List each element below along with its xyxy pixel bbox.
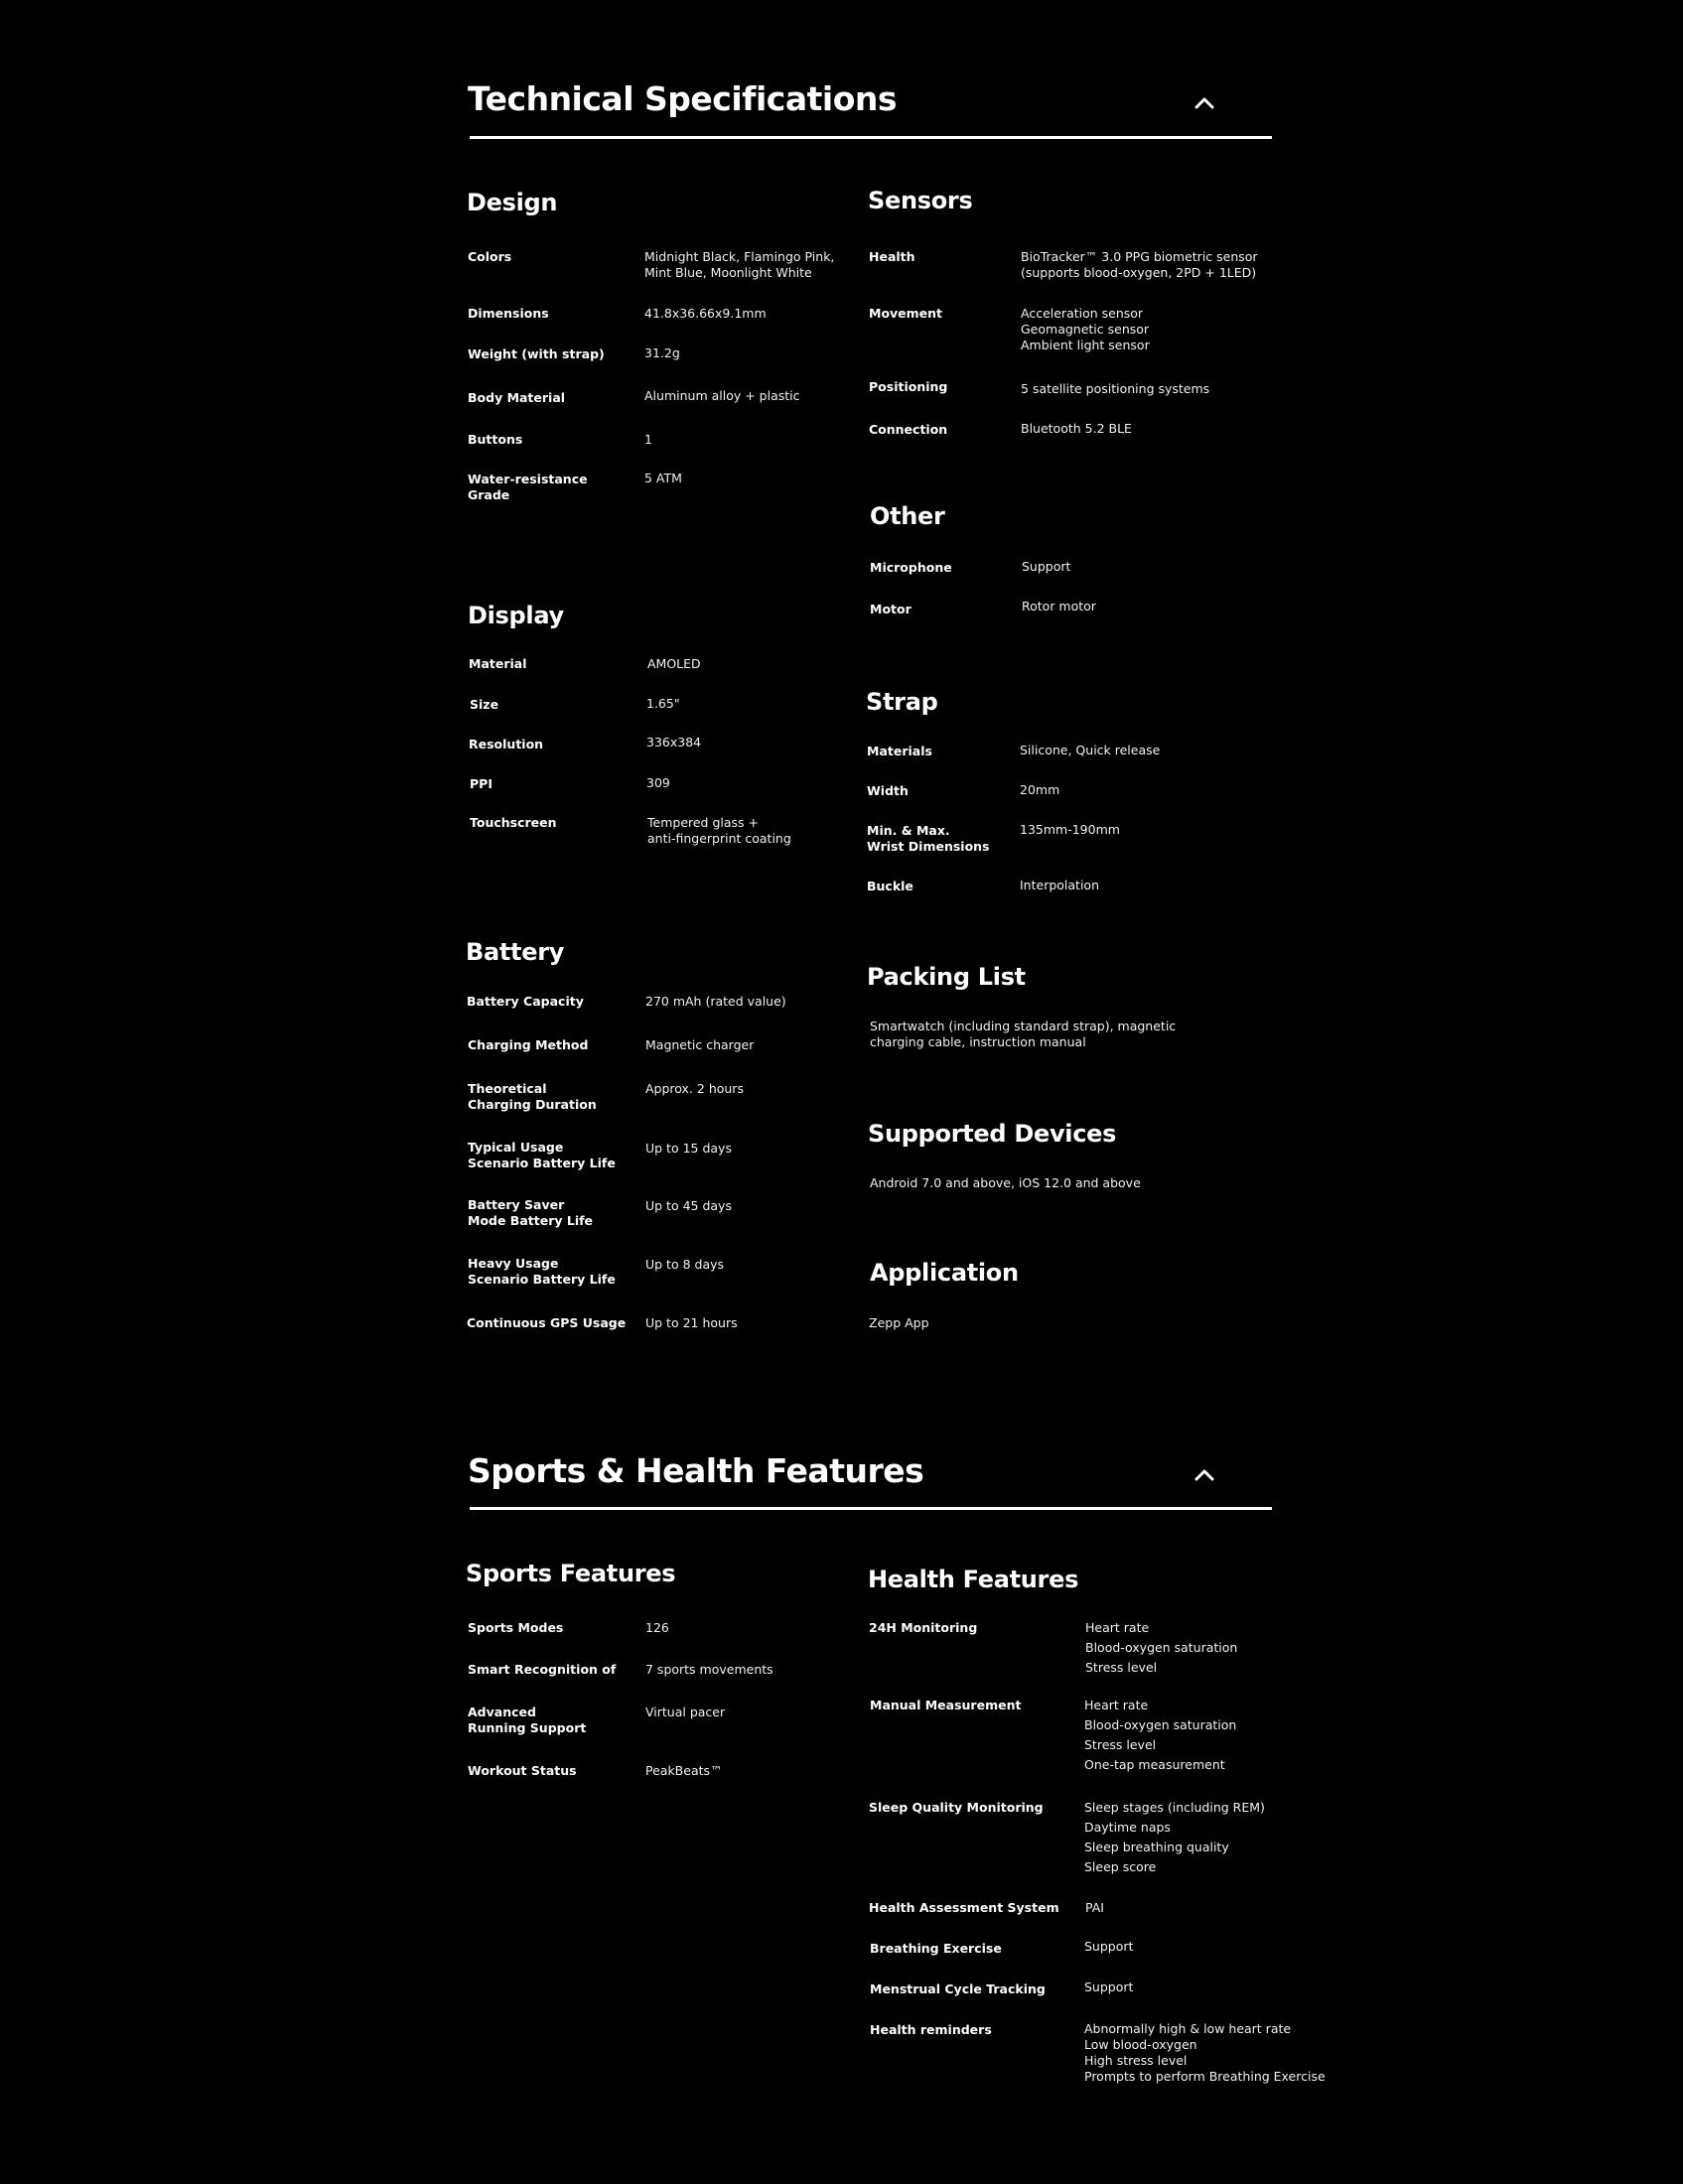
health-features-title: Health Features bbox=[868, 1566, 1079, 1593]
spec-value: Bluetooth 5.2 BLE bbox=[1021, 421, 1132, 436]
supported-devices-title: Supported Devices bbox=[868, 1120, 1117, 1148]
sports-features-title: Sports Features bbox=[466, 1560, 676, 1587]
spec-label: Sports Modes bbox=[468, 1620, 564, 1635]
spec-label: Min. & Max. Wrist Dimensions bbox=[867, 823, 990, 854]
spec-value: Tempered glass + anti-fingerprint coating bbox=[647, 815, 791, 846]
spec-value: Sleep stages (including REM) Daytime naps Sleep breathing quality Sleep score bbox=[1084, 1800, 1265, 1874]
spec-value: Up to 15 days bbox=[645, 1141, 732, 1156]
spec-label: Charging Method bbox=[468, 1037, 589, 1052]
spec-label: Size bbox=[470, 697, 499, 712]
spec-label: Resolution bbox=[469, 737, 544, 751]
spec-value: 126 bbox=[645, 1620, 669, 1635]
packing-list-title: Packing List bbox=[867, 963, 1026, 991]
spec-value: Approx. 2 hours bbox=[645, 1081, 744, 1096]
sports-health-divider bbox=[470, 1507, 1272, 1510]
spec-label: Water-resistance Grade bbox=[468, 472, 588, 502]
spec-label: Body Material bbox=[468, 390, 566, 405]
spec-value: 5 satellite positioning systems bbox=[1021, 381, 1210, 396]
spec-value: Up to 8 days bbox=[645, 1257, 725, 1272]
spec-value: Support bbox=[1022, 559, 1071, 574]
spec-value: 270 mAh (rated value) bbox=[645, 994, 786, 1009]
spec-value: Heart rate Blood-oxygen saturation Stress level One-tap measurement bbox=[1084, 1698, 1237, 1772]
spec-label: Breathing Exercise bbox=[870, 1941, 1002, 1956]
chevron-up-icon bbox=[1187, 87, 1222, 117]
spec-label: Smart Recognition of bbox=[468, 1662, 617, 1677]
spec-value: Abnormally high & low heart rate Low blood-oxygen High stress level Prompts to perform Breathing Exercise bbox=[1084, 2021, 1326, 2084]
spec-value: AMOLED bbox=[647, 656, 701, 671]
spec-label: Menstrual Cycle Tracking bbox=[870, 1981, 1046, 1996]
spec-value: PeakBeats™ bbox=[645, 1763, 723, 1778]
spec-label: Microphone bbox=[870, 560, 952, 575]
spec-label: Material bbox=[469, 656, 527, 671]
chevron-up-icon bbox=[1187, 1459, 1222, 1489]
spec-label: Continuous GPS Usage bbox=[467, 1315, 627, 1330]
spec-label: 24H Monitoring bbox=[869, 1620, 978, 1635]
spec-label: Typical Usage Scenario Battery Life bbox=[468, 1140, 616, 1170]
spec-value: Midnight Black, Flamingo Pink, Mint Blue, Moonlight White bbox=[644, 249, 835, 280]
spec-value: 135mm-190mm bbox=[1020, 822, 1120, 837]
spec-label: Health bbox=[869, 249, 915, 264]
spec-value: 336x384 bbox=[646, 735, 702, 750]
spec-value: Support bbox=[1084, 1939, 1134, 1954]
spec-label: Workout Status bbox=[468, 1763, 577, 1778]
spec-label: Sleep Quality Monitoring bbox=[869, 1800, 1044, 1815]
spec-value: Virtual pacer bbox=[645, 1705, 726, 1719]
design-title: Design bbox=[467, 189, 558, 216]
other-title: Other bbox=[870, 502, 945, 530]
spec-value: 309 bbox=[646, 775, 670, 790]
tech-specs-title: Technical Specifications bbox=[468, 79, 898, 118]
spec-value: BioTracker™ 3.0 PPG biometric sensor (supports blood-oxygen, 2PD + 1LED) bbox=[1021, 249, 1258, 280]
spec-label: Width bbox=[867, 783, 909, 798]
spec-value: 31.2g bbox=[644, 345, 680, 360]
spec-label: Health reminders bbox=[870, 2022, 992, 2037]
spec-value: Up to 45 days bbox=[645, 1198, 732, 1213]
spec-label: Manual Measurement bbox=[870, 1698, 1022, 1712]
spec-label: Health Assessment System bbox=[869, 1900, 1059, 1915]
sports-health-title: Sports & Health Features bbox=[468, 1451, 924, 1490]
spec-label: Advanced Running Support bbox=[468, 1705, 587, 1735]
spec-value: PAI bbox=[1085, 1900, 1104, 1915]
spec-label: Dimensions bbox=[468, 306, 549, 321]
spec-label: Heavy Usage Scenario Battery Life bbox=[468, 1256, 616, 1287]
spec-value: 1 bbox=[644, 432, 652, 447]
spec-label: Motor bbox=[870, 602, 912, 616]
application-title: Application bbox=[870, 1259, 1019, 1287]
spec-value: 1.65" bbox=[646, 696, 680, 711]
spec-label: Positioning bbox=[869, 379, 948, 394]
supported-devices-text: Android 7.0 and above, iOS 12.0 and above bbox=[870, 1175, 1141, 1190]
spec-label: Buckle bbox=[867, 879, 913, 893]
sports-health-collapse-button[interactable] bbox=[1187, 1459, 1222, 1489]
spec-label: Battery Capacity bbox=[467, 994, 584, 1009]
spec-value: Support bbox=[1084, 1979, 1134, 1994]
spec-value: Aluminum alloy + plastic bbox=[644, 388, 800, 403]
spec-value: Up to 21 hours bbox=[645, 1315, 738, 1330]
tech-specs-divider bbox=[470, 136, 1272, 139]
display-title: Display bbox=[468, 602, 564, 629]
spec-label: Theoretical Charging Duration bbox=[468, 1081, 597, 1112]
spec-value: Acceleration sensor Geomagnetic sensor Ambient light sensor bbox=[1021, 306, 1150, 352]
spec-label: Connection bbox=[869, 422, 948, 437]
spec-value: Interpolation bbox=[1020, 878, 1099, 892]
strap-title: Strap bbox=[866, 688, 938, 716]
sensors-title: Sensors bbox=[868, 187, 973, 214]
spec-value: Heart rate Blood-oxygen saturation Stress level bbox=[1085, 1620, 1238, 1675]
spec-value: Magnetic charger bbox=[645, 1037, 755, 1052]
spec-label: PPI bbox=[470, 776, 492, 791]
spec-label: Colors bbox=[468, 249, 512, 264]
spec-label: Battery Saver Mode Battery Life bbox=[468, 1197, 594, 1228]
spec-value: 20mm bbox=[1020, 782, 1060, 797]
spec-label: Weight (with strap) bbox=[468, 346, 605, 361]
application-text: Zepp App bbox=[869, 1315, 929, 1330]
spec-value: 41.8x36.66x9.1mm bbox=[644, 306, 767, 321]
tech-specs-collapse-button[interactable] bbox=[1187, 87, 1222, 117]
spec-label: Buttons bbox=[468, 432, 523, 447]
packing-list-text: Smartwatch (including standard strap), magnetic charging cable, instruction manual bbox=[870, 1019, 1177, 1049]
spec-value: 5 ATM bbox=[644, 471, 682, 485]
battery-title: Battery bbox=[466, 938, 565, 966]
spec-value: 7 sports movements bbox=[645, 1662, 773, 1677]
spec-label: Materials bbox=[867, 744, 932, 758]
spec-label: Touchscreen bbox=[470, 815, 557, 830]
spec-label: Movement bbox=[869, 306, 943, 321]
spec-value: Rotor motor bbox=[1022, 599, 1096, 614]
spec-value: Silicone, Quick release bbox=[1020, 743, 1161, 757]
